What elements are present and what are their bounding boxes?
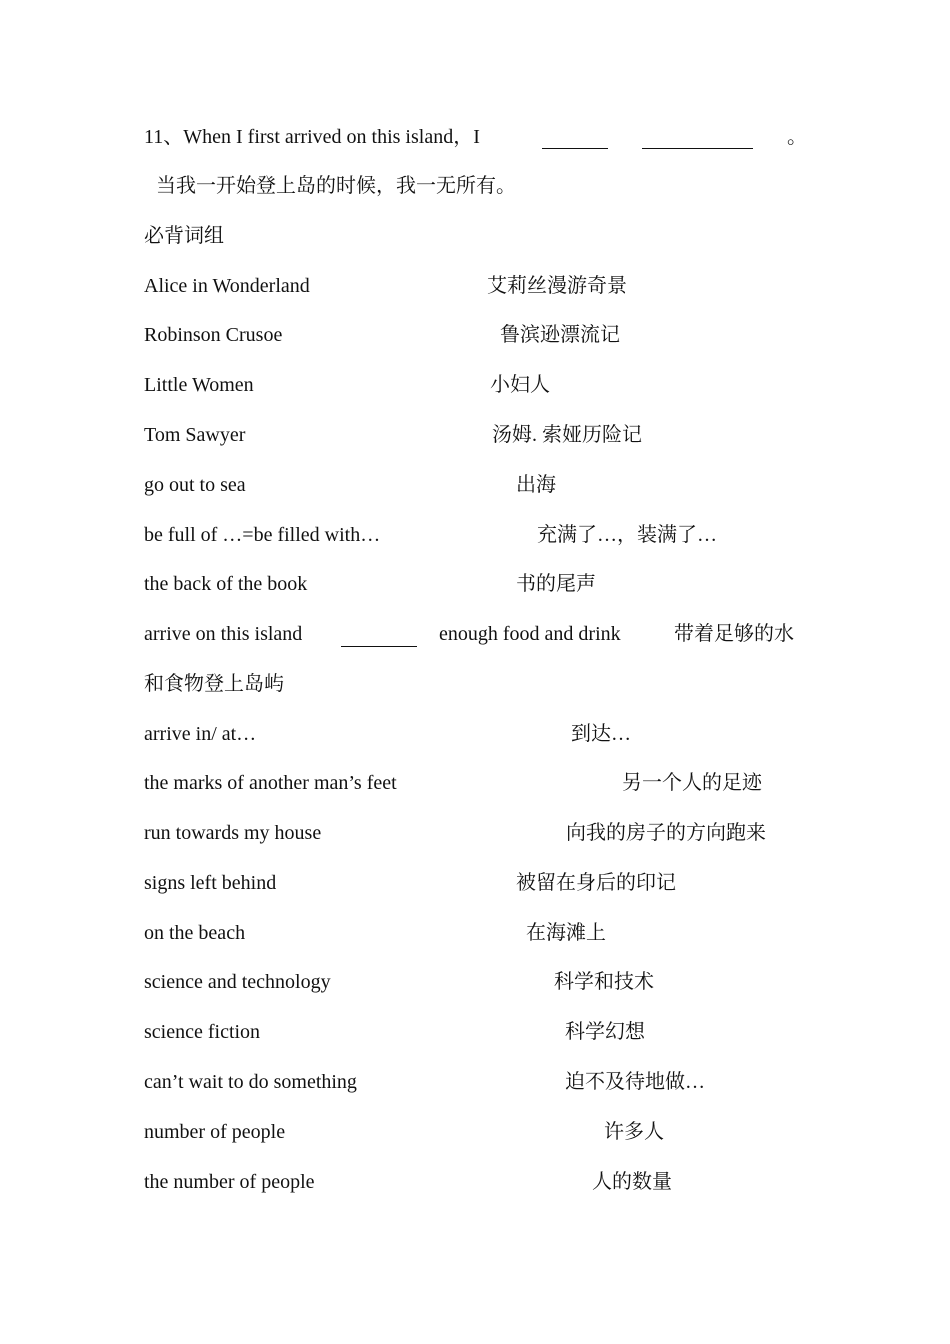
phrase-en: can’t wait to do something xyxy=(144,1071,357,1093)
phrase-zh: 另一个人的足迹 xyxy=(622,772,762,794)
question-text: 11、When I first arrived on this island，I xyxy=(144,126,480,148)
section-title: 必背词组 xyxy=(144,225,224,247)
phrase-en: signs left behind xyxy=(144,872,277,894)
phrase-en: the number of people xyxy=(144,1171,315,1193)
phrase-zh: 鲁滨逊漂流记 xyxy=(500,324,620,346)
question-end-mark: 。 xyxy=(787,126,807,148)
phrase-zh: 带着足够的水 xyxy=(674,623,794,645)
phrase-en: arrive on this island xyxy=(144,623,303,645)
phrase-en: the marks of another man’s feet xyxy=(144,772,397,794)
phrase-zh: 迫不及待地做… xyxy=(565,1071,705,1093)
phrase-zh: 小妇人 xyxy=(490,374,550,396)
question-translation: 当我一开始登上岛的时候，我一无所有。 xyxy=(156,175,516,197)
phrase-en: number of people xyxy=(144,1121,286,1143)
phrase-zh: 汤姆. 索娅历险记 xyxy=(492,424,642,446)
phrase-zh: 向我的房子的方向跑来 xyxy=(566,822,766,844)
phrase-blank[interactable] xyxy=(341,646,417,647)
phrase-en: enough food and drink xyxy=(439,623,621,645)
phrase-en: arrive in/ at… xyxy=(144,723,257,745)
answer-blank-1[interactable] xyxy=(542,148,608,149)
phrase-zh: 充满了…，装满了… xyxy=(537,524,717,546)
phrase-zh: 出海 xyxy=(516,474,556,496)
phrase-zh: 到达… xyxy=(571,723,631,745)
phrase-en: science and technology xyxy=(144,971,331,993)
phrase-en: Alice in Wonderland xyxy=(144,275,310,297)
phrase-en: Tom Sawyer xyxy=(144,424,246,446)
phrase-en: go out to sea xyxy=(144,474,246,496)
phrase-zh: 科学和技术 xyxy=(554,971,654,993)
phrase-zh: 被留在身后的印记 xyxy=(516,872,676,894)
answer-blank-2[interactable] xyxy=(642,148,753,149)
phrase-en: be full of …=be filled with… xyxy=(144,524,381,546)
phrase-zh: 科学幻想 xyxy=(565,1021,645,1043)
phrase-en: Robinson Crusoe xyxy=(144,324,283,346)
phrase-zh-continued: 和食物登上岛屿 xyxy=(144,673,284,695)
phrase-en: science fiction xyxy=(144,1021,261,1043)
phrase-en: Little Women xyxy=(144,374,254,396)
phrase-zh: 人的数量 xyxy=(592,1171,672,1193)
phrase-en: on the beach xyxy=(144,922,246,944)
phrase-zh: 许多人 xyxy=(604,1121,664,1143)
phrase-zh: 书的尾声 xyxy=(516,573,596,595)
phrase-en: run towards my house xyxy=(144,822,322,844)
phrase-en: the back of the book xyxy=(144,573,308,595)
phrase-zh: 艾莉丝漫游奇景 xyxy=(487,275,627,297)
phrase-zh: 在海滩上 xyxy=(526,922,606,944)
